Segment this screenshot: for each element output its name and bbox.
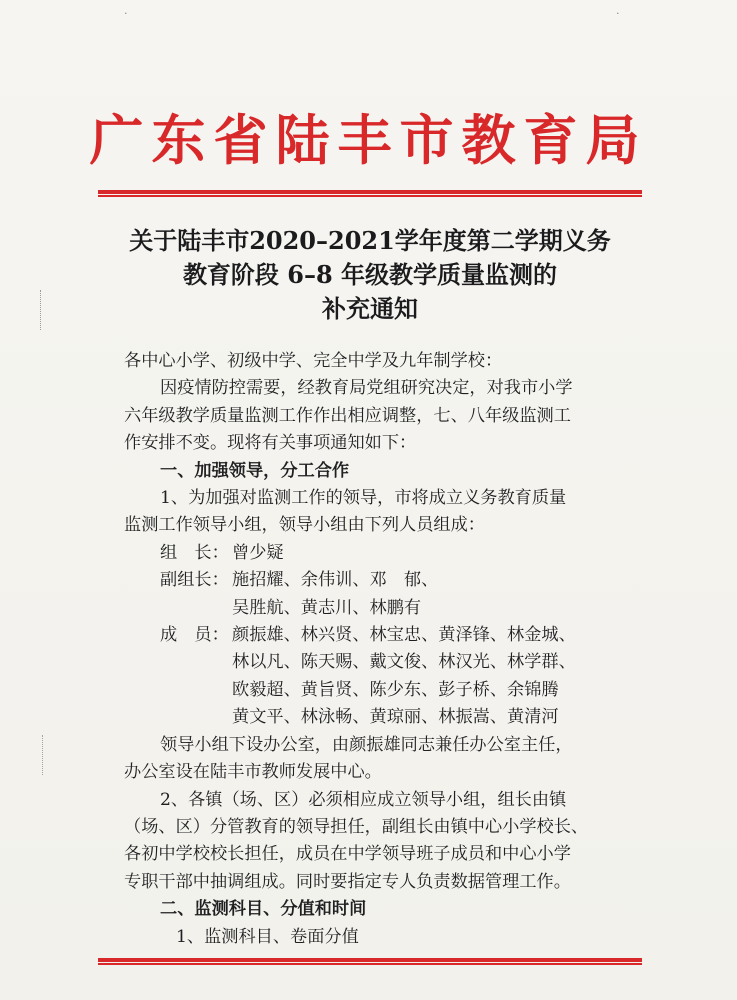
intro-line-1: 因疫情防控需要，经教育局党组研究决定，对我市小学: [160, 378, 573, 399]
member-names-4: 黄文平、林泳畅、黄琼丽、林振嵩、黄清河: [232, 707, 559, 728]
letterhead-top-rule: [98, 190, 642, 197]
salutation: 各中心小学、初级中学、完全中学及九年制学校：: [124, 351, 503, 371]
deputy-label: 副组长：: [160, 570, 229, 591]
item-2-line-1: 2、各镇（场、区）必须相应成立领导小组，组长由镇: [160, 789, 567, 810]
deputy-names-1: 施招耀、余伟训、邓 郁、: [232, 570, 439, 591]
title-line-1: 关于陆丰市2020–2021学年度第二学期义务: [129, 226, 611, 255]
deputy-row: [124, 567, 644, 594]
item-3-line-1: 1、监测科目、卷面分值: [176, 926, 359, 947]
member-label: 成 员：: [160, 625, 229, 646]
scan-dot-top-left: ·: [124, 7, 128, 20]
section-2-heading: 二、监测科目、分值和时间: [160, 899, 367, 920]
member-names-2: 林以凡、陈天赐、戴文俊、林汉光、林学群、: [232, 652, 576, 673]
leader-names: 曾少疑: [232, 542, 284, 563]
intro-line-2: 六年级教学质量监测工作作出相应调整，七、八年级监测工: [124, 405, 571, 426]
item-2-line-2: （场、区）分管教育的领导担任，副组长由镇中心小学校长、: [124, 816, 589, 837]
letterhead-org-name: 广东省陆丰市教育局: [89, 108, 648, 172]
binding-mark-lower: [42, 735, 55, 775]
item-1-line-1: 1、为加强对监测工作的领导，市将成立义务教育质量: [160, 488, 567, 509]
letterhead-bottom-rule: [98, 958, 642, 965]
title-line-3: 补充通知: [322, 294, 418, 323]
item-1-line-2: 监测工作领导小组，领导小组由下列人员组成：: [124, 515, 485, 536]
document-body: [124, 348, 644, 951]
document-title: [80, 224, 660, 326]
member-names-1: 颜振雄、林兴贤、林宝忠、黄泽锋、林金城、: [232, 625, 576, 646]
item-2-line-4: 专职干部中抽调组成。同时要指定专人负责数据管理工作。: [124, 871, 571, 892]
binding-mark-upper: [40, 290, 59, 330]
member-row: [124, 622, 644, 649]
deputy-names-2: 吴胜航、黄志川、林鹏有: [232, 597, 422, 618]
scan-dot-top-right: ·: [616, 7, 620, 20]
leader-row: [124, 540, 644, 567]
leader-label: 组 长：: [160, 542, 229, 563]
office-line-2: 办公室设在陆丰市教师发展中心。: [124, 762, 382, 783]
office-line-1: 领导小组下设办公室，由颜振雄同志兼任办公室主任，: [160, 734, 573, 755]
member-names-3: 欧毅超、黄旨贤、陈少东、彭子桥、余锦腾: [232, 679, 559, 700]
intro-line-3: 作安排不变。现将有关事项通知如下：: [124, 433, 417, 454]
section-1-heading: 一、加强领导，分工合作: [160, 460, 350, 481]
item-2-line-3: 各初中学校校长担任，成员在中学领导班子成员和中心小学: [124, 844, 571, 865]
title-line-2: 教育阶段 6–8 年级教学质量监测的: [182, 260, 558, 289]
